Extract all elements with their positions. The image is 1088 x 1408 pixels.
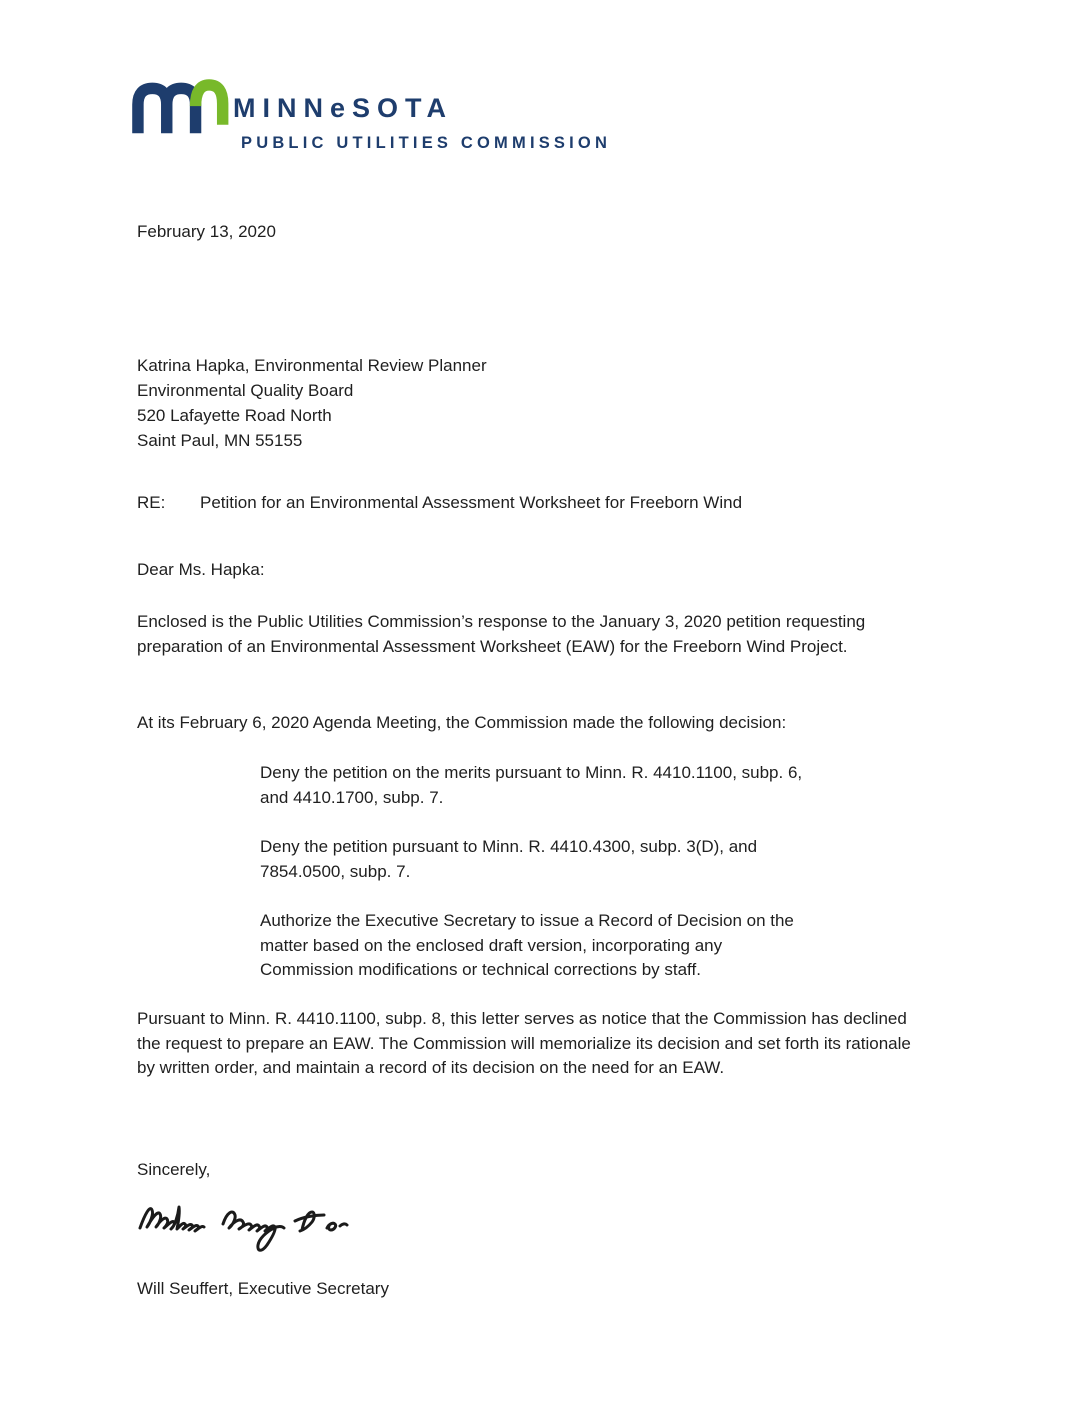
recipient-address [137, 353, 487, 453]
paragraph-notice: Pursuant to Minn. R. 4410.1100, subp. 8, this letter serves as notice that the Commission has declined the request to prepare an EAW. The Commission will memorialize its decision and set forth its rationale by written order, and maintain a record of its decision on the need for an EAW. [137, 1009, 911, 1077]
decision-item-1: Deny the petition on the merits pursuant to Minn. R. 4410.1100, subp. 6, and 4410.1700, subp. 7. [260, 763, 803, 807]
letter-date: February 13, 2020 [137, 222, 276, 241]
decision-item-2: Deny the petition pursuant to Minn. R. 4410.4300, subp. 3(D), and 7854.0500, subp. 7. [260, 837, 758, 881]
decision-item-3: Authorize the Executive Secretary to issue a Record of Decision on the matter based on the enclosed draft version, incorporating any Commission modifications or technical corrections by staff. [260, 911, 794, 979]
agency-name-block [233, 94, 611, 153]
agency-logo [137, 85, 927, 161]
agency-subtitle: PUBLIC UTILITIES COMMISSION [241, 134, 612, 152]
re-line [137, 491, 742, 516]
re-subject: Petition for an Environmental Assessment Worksheet for Freeborn Wind [200, 493, 743, 512]
recipient-city-line: Saint Paul, MN 55155 [137, 431, 303, 450]
recipient-street-line: 520 Lafayette Road North [137, 406, 332, 425]
mn-logo-icon [132, 79, 232, 140]
re-label: RE: [137, 493, 166, 512]
paragraph-intro: Enclosed is the Public Utilities Commission’s response to the January 3, 2020 petition requesting preparation of an Environmental Assessment Worksheet (EAW) for the Freeborn Wind Project. [137, 612, 866, 656]
signer-name: Will Seuffert, Executive Secretary [137, 1279, 389, 1298]
paragraph-meeting: At its February 6, 2020 Agenda Meeting, the Commission made the following decision: [137, 713, 787, 732]
recipient-org-line: Environmental Quality Board [137, 381, 354, 400]
decision-list [260, 761, 808, 1008]
recipient-name-line: Katrina Hapka, Environmental Review Planner [137, 356, 487, 375]
salutation: Dear Ms. Hapka: [137, 560, 265, 579]
signature-handwriting [137, 1185, 369, 1268]
closing: Sincerely, [137, 1160, 211, 1179]
agency-wordmark: MINNeSOTA [233, 93, 454, 123]
